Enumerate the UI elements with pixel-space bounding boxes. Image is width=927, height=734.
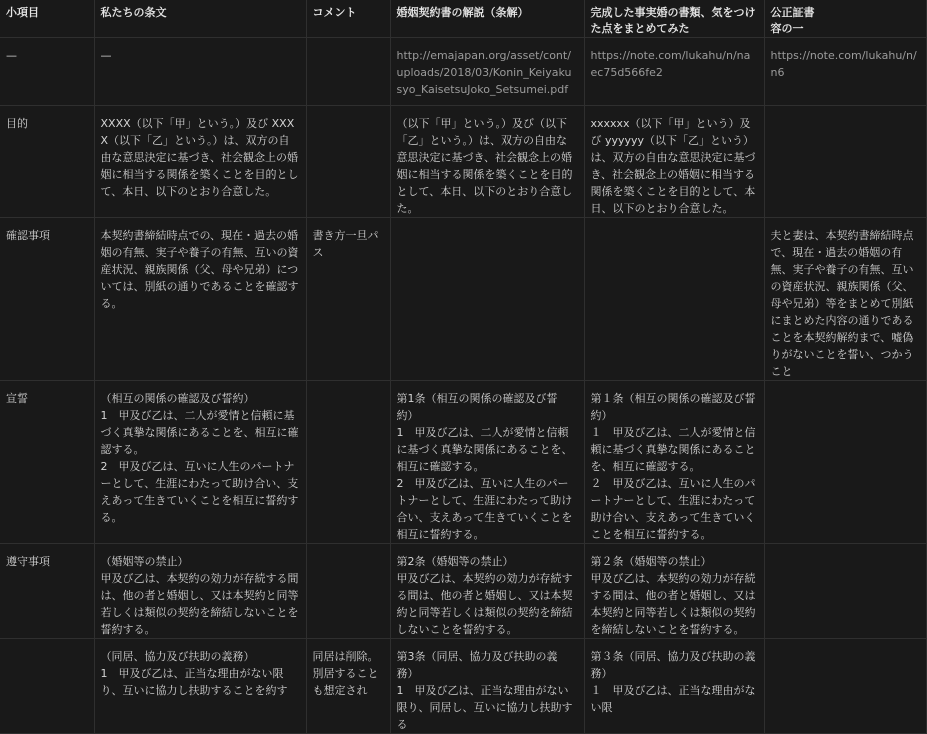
- table-cell[interactable]: [306, 544, 390, 639]
- table-header-row: [0, 0, 926, 38]
- table-cell[interactable]: 第３条（同居、協力及び扶助の義務） １ 甲及び乙は、正当な理由がない限: [584, 639, 764, 734]
- table-cell[interactable]: [0, 639, 94, 734]
- table-row: [0, 381, 926, 544]
- table-cell[interactable]: 第2条（婚姻等の禁止） 甲及び乙は、本契約の効力が存続する間は、他の者と婚姻し、又は本契約と同等若しくは類似の契約を締結しないことを誓約する。: [390, 544, 584, 639]
- table-cell[interactable]: 確認事項: [0, 218, 94, 381]
- table-cell[interactable]: [306, 38, 390, 106]
- table-cell[interactable]: 宣誓: [0, 381, 94, 544]
- table-cell[interactable]: （以下「甲」という。）及び（以下「乙」という。）は、双方の自由な意思決定に基づき、社会観念上の婚姻に相当する関係を築くことを目的として、本日、以下のとおり合意した。: [390, 106, 584, 218]
- table-cell[interactable]: （相互の関係の確認及び誓約） 1 甲及び乙は、二人が愛情と信頼に基づく真摯な関係にあることを、相互に確認する。 2 甲及び乙は、互いに人生のパートナーとして、生涯にわたって助け合い、支えあって生きていくことを相互に誓約する。: [94, 381, 306, 544]
- table-cell[interactable]: [764, 106, 926, 218]
- table-cell[interactable]: （同居、協力及び扶助の義務） 1 甲及び乙は、正当な理由がない限り、互いに協力し扶助することを約す: [94, 639, 306, 734]
- table-cell[interactable]: 遵守事項: [0, 544, 94, 639]
- table-row: [0, 218, 926, 381]
- table-cell[interactable]: 第２条（婚姻等の禁止） 甲及び乙は、本契約の効力が存続する間は、他の者と婚姻し、又は本契約と同等若しくは類似の契約を締結しないことを誓約する。: [584, 544, 764, 639]
- table-cell[interactable]: —: [94, 38, 306, 106]
- table-cell[interactable]: XXXX（以下「甲」という。）及び XXXX（以下「乙」という。）は、双方の自由な意思決定に基づき、社会観念上の婚姻に相当する関係を築くことを目的として、本日、以下のとおり合意した。: [94, 106, 306, 218]
- table-cell[interactable]: （婚姻等の禁止） 甲及び乙は、本契約の効力が存続する間は、他の者と婚姻し、又は本契約と同等若しくは類似の契約を締結しないことを誓約する。: [94, 544, 306, 639]
- table-row: [0, 544, 926, 639]
- table-cell[interactable]: [764, 544, 926, 639]
- column-header-our-clause[interactable]: 私たちの条文: [94, 0, 306, 38]
- table-cell[interactable]: [584, 218, 764, 381]
- url-link[interactable]: https://note.com/lukahu/n/naec75d566fe2: [590, 49, 751, 79]
- column-header-completed-documents[interactable]: 完成した事実婚の書類、気をつけた点をまとめてみた: [584, 0, 764, 38]
- table-cell[interactable]: xxxxxx（以下「甲」という）及び yyyyyy（以下「乙」という）は、双方の自由な意思決定に基づき、社会観念上の婚姻に相当する関係を築くことを目的として、本日、以下のとおり合意した。: [584, 106, 764, 218]
- table-cell-url[interactable]: [584, 38, 764, 106]
- table-cell[interactable]: [306, 381, 390, 544]
- url-link[interactable]: http://emajapan.org/asset/cont/uploads/2018/03/Konin_Keiyakusyo_KaisetsuJoko_Setsumei.pdf: [396, 49, 572, 96]
- table-cell[interactable]: —: [0, 38, 94, 106]
- column-header-notarial-deed[interactable]: 公正証書 容の一: [764, 0, 926, 38]
- table-cell[interactable]: 第1条（相互の関係の確認及び誓約） 1 甲及び乙は、二人が愛情と信頼に基づく真摯な関係にあることを、相互に確認する。 2 甲及び乙は、互いに人生のパートナーとして、生涯にわたって助け合い、支えあって生きていくことを相互に誓約する。: [390, 381, 584, 544]
- table-cell-url[interactable]: [764, 38, 926, 106]
- column-header-marriage-contract-commentary[interactable]: 婚姻契約書の解説（条解）: [390, 0, 584, 38]
- table-cell-url[interactable]: [390, 38, 584, 106]
- table-cell[interactable]: 書き方一旦パス: [306, 218, 390, 381]
- table-row: [0, 38, 926, 106]
- column-header-comment[interactable]: コメント: [306, 0, 390, 38]
- table-cell[interactable]: 目的: [0, 106, 94, 218]
- table-cell[interactable]: [306, 106, 390, 218]
- table-cell[interactable]: [764, 381, 926, 544]
- table-cell[interactable]: [764, 639, 926, 734]
- table-cell[interactable]: 第3条（同居、協力及び扶助の義務） 1 甲及び乙は、正当な理由がない限り、同居し、互いに協力し扶助する: [390, 639, 584, 734]
- table-cell[interactable]: 同居は削除。別居することも想定され: [306, 639, 390, 734]
- table-cell[interactable]: 夫と妻は、本契約書締結時点で、現在・過去の婚姻の有無、実子や養子の有無、互いの資産状況、親族関係（父、母や兄弟）等をまとめて別紙にまとめた内容の通りであることを本契約解約まで、嘘偽りがないことを誓い、つかうこと: [764, 218, 926, 381]
- table-cell[interactable]: 第１条（相互の関係の確認及び誓約） １ 甲及び乙は、二人が愛情と信頼に基づく真摯な関係にあることを、相互に確認する。 ２ 甲及び乙は、互いに人生のパートナーとして、生涯にわたって助け合い、支えあって生きていくことを相互に誓約する。: [584, 381, 764, 544]
- table-cell[interactable]: 本契約書締結時点での、現在・過去の婚姻の有無、実子や養子の有無、互いの資産状況、親族関係（父、母や兄弟）については、別紙の通りであることを確認する。: [94, 218, 306, 381]
- url-link[interactable]: https://note.com/lukahu/n/n6: [770, 49, 917, 79]
- column-header-subitem[interactable]: 小項目: [0, 0, 94, 38]
- table-cell[interactable]: [390, 218, 584, 381]
- table-row: [0, 639, 926, 734]
- table-row: [0, 106, 926, 218]
